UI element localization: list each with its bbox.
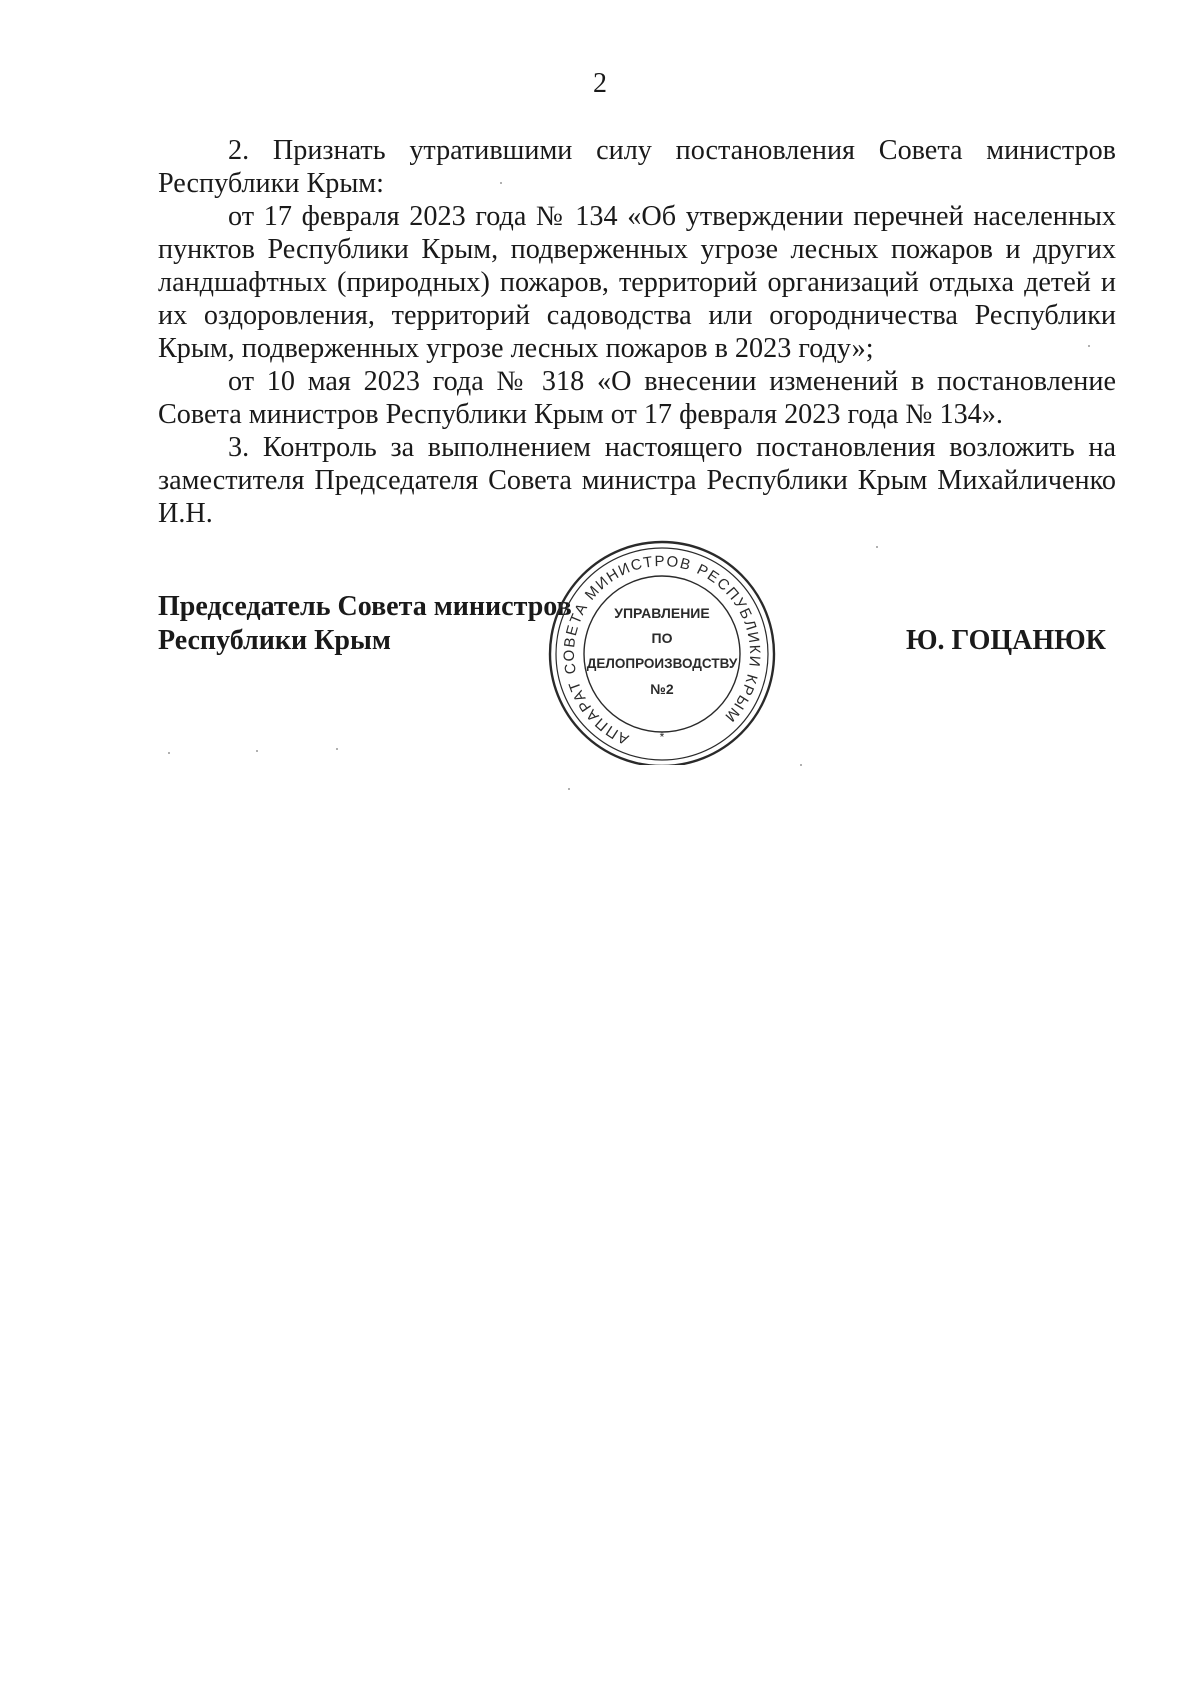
scan-speck: [336, 748, 338, 750]
stamp-center-ring: [584, 576, 740, 732]
paragraph-repeal-clause: 2. Признать утратившими силу постановления Совета министров Республики Крым:: [158, 135, 1116, 199]
official-stamp: [542, 537, 782, 765]
scan-speck: [168, 752, 170, 754]
stamp-ring-text: АППАРАТ СОВЕТА МИНИСТРОВ РЕСПУБЛИКИ КРЫМ: [560, 552, 764, 748]
paragraph-control-clause: 3. Контроль за выполнением настоящего постановления возложить на заместителя Председателя Совета министра Республики Крым Михайличенко И.Н.: [158, 432, 1116, 529]
page-number: 2: [593, 68, 607, 99]
signatory-title-line-1: Председатель Совета министров: [158, 591, 572, 622]
signatory-title: [158, 590, 572, 658]
signatory-title-line-2: Республики Крым: [158, 625, 391, 656]
scan-speck: [1088, 345, 1090, 347]
paragraph-repealed-act-318: от 10 мая 2023 года № 318 «О внесении изменений в постановление Совета министров Республики Крым от 17 февраля 2023 года № 134».: [158, 366, 1116, 430]
paragraph-repealed-act-134: от 17 февраля 2023 года № 134 «Об утверждении перечней населенных пунктов Республики Крым, подверженных угрозе лесных пожаров и других ландшафтных (природных) пожаров, территорий организаций отдыха детей и их оздоровления, территорий садоводства или огородничества Республики Крым, подверженных угрозе лесных пожаров в 2023 году»;: [158, 201, 1116, 364]
signatory-name: Ю. ГОЦАНЮК: [905, 625, 1106, 656]
stamp-center-line-3: ДЕЛОПРОИЗВОДСТВУ: [586, 656, 738, 671]
scan-speck: [256, 750, 258, 752]
scan-speck: [800, 764, 802, 766]
stamp-inner-ring: [556, 548, 768, 760]
stamp-center-line-1: УПРАВЛЕНИЕ: [614, 605, 710, 621]
stamp-center-line-4: №2: [650, 681, 674, 697]
scan-speck: [876, 546, 878, 548]
scan-speck: [500, 182, 502, 184]
document-body: [158, 134, 1116, 530]
scan-speck: [568, 788, 570, 790]
stamp-center-line-2: ПО: [651, 630, 673, 646]
stamp-star-icon: *: [659, 730, 665, 744]
